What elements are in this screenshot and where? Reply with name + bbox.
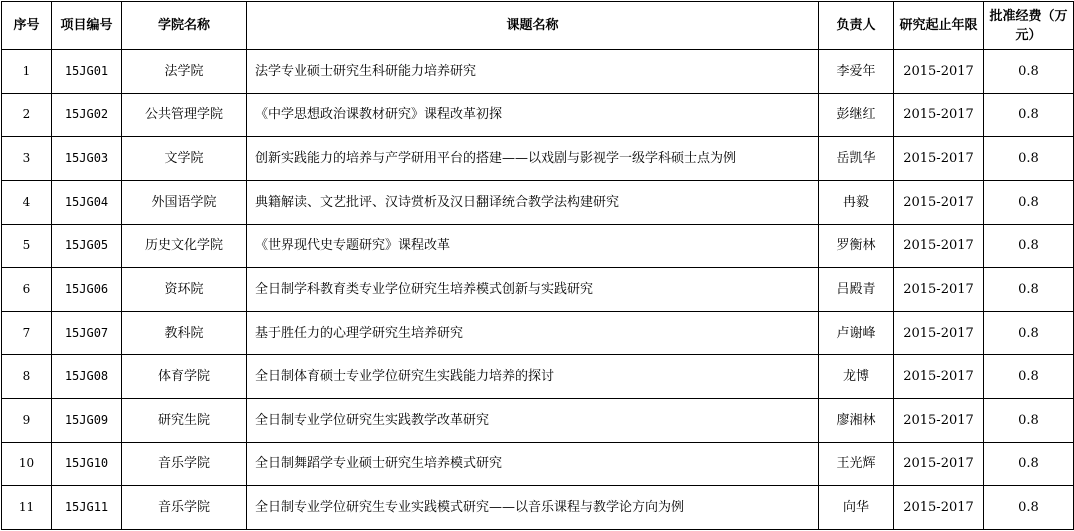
- cell-topic: 全日制专业学位研究生专业实践模式研究——以音乐课程与教学论方向为例: [247, 486, 819, 530]
- cell-topic: 法学专业硕士研究生科研能力培养研究: [247, 50, 819, 94]
- table-body: [2, 50, 1074, 530]
- table-row: [2, 268, 1074, 312]
- cell-topic: 全日制舞蹈学专业硕士研究生培养模式研究: [247, 442, 819, 486]
- cell-leader: 彭继红: [819, 93, 894, 137]
- cell-leader: 卢谢峰: [819, 311, 894, 355]
- cell-leader: 龙博: [819, 355, 894, 399]
- cell-budget: 0.8: [984, 355, 1074, 399]
- table-row: [2, 180, 1074, 224]
- cell-leader: 廖湘林: [819, 399, 894, 443]
- header-topic: 课题名称: [247, 2, 819, 50]
- table-row: [2, 137, 1074, 181]
- cell-budget: 0.8: [984, 486, 1074, 530]
- cell-code: 15JG09: [52, 399, 122, 443]
- cell-topic: 全日制专业学位研究生实践教学改革研究: [247, 399, 819, 443]
- cell-period: 2015-2017: [894, 180, 984, 224]
- cell-college: 历史文化学院: [122, 224, 247, 268]
- cell-leader: 罗衡林: [819, 224, 894, 268]
- cell-index: 9: [2, 399, 52, 443]
- cell-topic: 全日制体育硕士专业学位研究生实践能力培养的探讨: [247, 355, 819, 399]
- cell-budget: 0.8: [984, 137, 1074, 181]
- cell-college: 文学院: [122, 137, 247, 181]
- cell-college: 教科院: [122, 311, 247, 355]
- table-row: [2, 486, 1074, 530]
- cell-budget: 0.8: [984, 180, 1074, 224]
- cell-college: 音乐学院: [122, 442, 247, 486]
- cell-index: 10: [2, 442, 52, 486]
- cell-code: 15JG06: [52, 268, 122, 312]
- cell-topic: 基于胜任力的心理学研究生培养研究: [247, 311, 819, 355]
- cell-budget: 0.8: [984, 442, 1074, 486]
- cell-code: 15JG10: [52, 442, 122, 486]
- cell-code: 15JG08: [52, 355, 122, 399]
- cell-budget: 0.8: [984, 399, 1074, 443]
- cell-budget: 0.8: [984, 224, 1074, 268]
- cell-index: 3: [2, 137, 52, 181]
- table-row: [2, 399, 1074, 443]
- cell-index: 6: [2, 268, 52, 312]
- cell-college: 公共管理学院: [122, 93, 247, 137]
- cell-index: 11: [2, 486, 52, 530]
- cell-index: 4: [2, 180, 52, 224]
- cell-period: 2015-2017: [894, 399, 984, 443]
- table-row: [2, 355, 1074, 399]
- cell-period: 2015-2017: [894, 137, 984, 181]
- cell-period: 2015-2017: [894, 311, 984, 355]
- cell-leader: 岳凯华: [819, 137, 894, 181]
- cell-period: 2015-2017: [894, 93, 984, 137]
- cell-college: 法学院: [122, 50, 247, 94]
- header-index: 序号: [2, 2, 52, 50]
- cell-index: 5: [2, 224, 52, 268]
- cell-index: 7: [2, 311, 52, 355]
- cell-period: 2015-2017: [894, 268, 984, 312]
- table-row: [2, 50, 1074, 94]
- table-row: [2, 224, 1074, 268]
- cell-leader: 向华: [819, 486, 894, 530]
- cell-code: 15JG01: [52, 50, 122, 94]
- cell-code: 15JG07: [52, 311, 122, 355]
- cell-college: 资环院: [122, 268, 247, 312]
- cell-budget: 0.8: [984, 93, 1074, 137]
- cell-leader: 吕殿青: [819, 268, 894, 312]
- cell-topic: 《世界现代史专题研究》课程改革: [247, 224, 819, 268]
- cell-topic: 典籍解读、文艺批评、汉诗赏析及汉日翻译统合教学法构建研究: [247, 180, 819, 224]
- cell-code: 15JG11: [52, 486, 122, 530]
- cell-index: 8: [2, 355, 52, 399]
- cell-leader: 王光辉: [819, 442, 894, 486]
- cell-period: 2015-2017: [894, 50, 984, 94]
- header-college: 学院名称: [122, 2, 247, 50]
- cell-topic: 创新实践能力的培养与产学研用平台的搭建——以戏剧与影视学一级学科硕士点为例: [247, 137, 819, 181]
- cell-budget: 0.8: [984, 50, 1074, 94]
- cell-leader: 冉毅: [819, 180, 894, 224]
- cell-period: 2015-2017: [894, 355, 984, 399]
- cell-code: 15JG05: [52, 224, 122, 268]
- cell-college: 研究生院: [122, 399, 247, 443]
- cell-index: 1: [2, 50, 52, 94]
- header-row: [2, 2, 1074, 50]
- cell-period: 2015-2017: [894, 486, 984, 530]
- cell-period: 2015-2017: [894, 442, 984, 486]
- cell-leader: 李爱年: [819, 50, 894, 94]
- table-row: [2, 93, 1074, 137]
- table-row: [2, 311, 1074, 355]
- cell-topic: 《中学思想政治课教材研究》课程改革初探: [247, 93, 819, 137]
- cell-code: 15JG03: [52, 137, 122, 181]
- cell-college: 音乐学院: [122, 486, 247, 530]
- cell-index: 2: [2, 93, 52, 137]
- cell-college: 体育学院: [122, 355, 247, 399]
- header-period: 研究起止年限: [894, 2, 984, 50]
- cell-code: 15JG04: [52, 180, 122, 224]
- project-table: [1, 1, 1074, 530]
- cell-code: 15JG02: [52, 93, 122, 137]
- header-code: 项目编号: [52, 2, 122, 50]
- cell-budget: 0.8: [984, 268, 1074, 312]
- cell-budget: 0.8: [984, 311, 1074, 355]
- table-row: [2, 442, 1074, 486]
- header-budget: 批准经费（万元）: [984, 2, 1074, 50]
- header-leader: 负责人: [819, 2, 894, 50]
- cell-period: 2015-2017: [894, 224, 984, 268]
- cell-topic: 全日制学科教育类专业学位研究生培养模式创新与实践研究: [247, 268, 819, 312]
- cell-college: 外国语学院: [122, 180, 247, 224]
